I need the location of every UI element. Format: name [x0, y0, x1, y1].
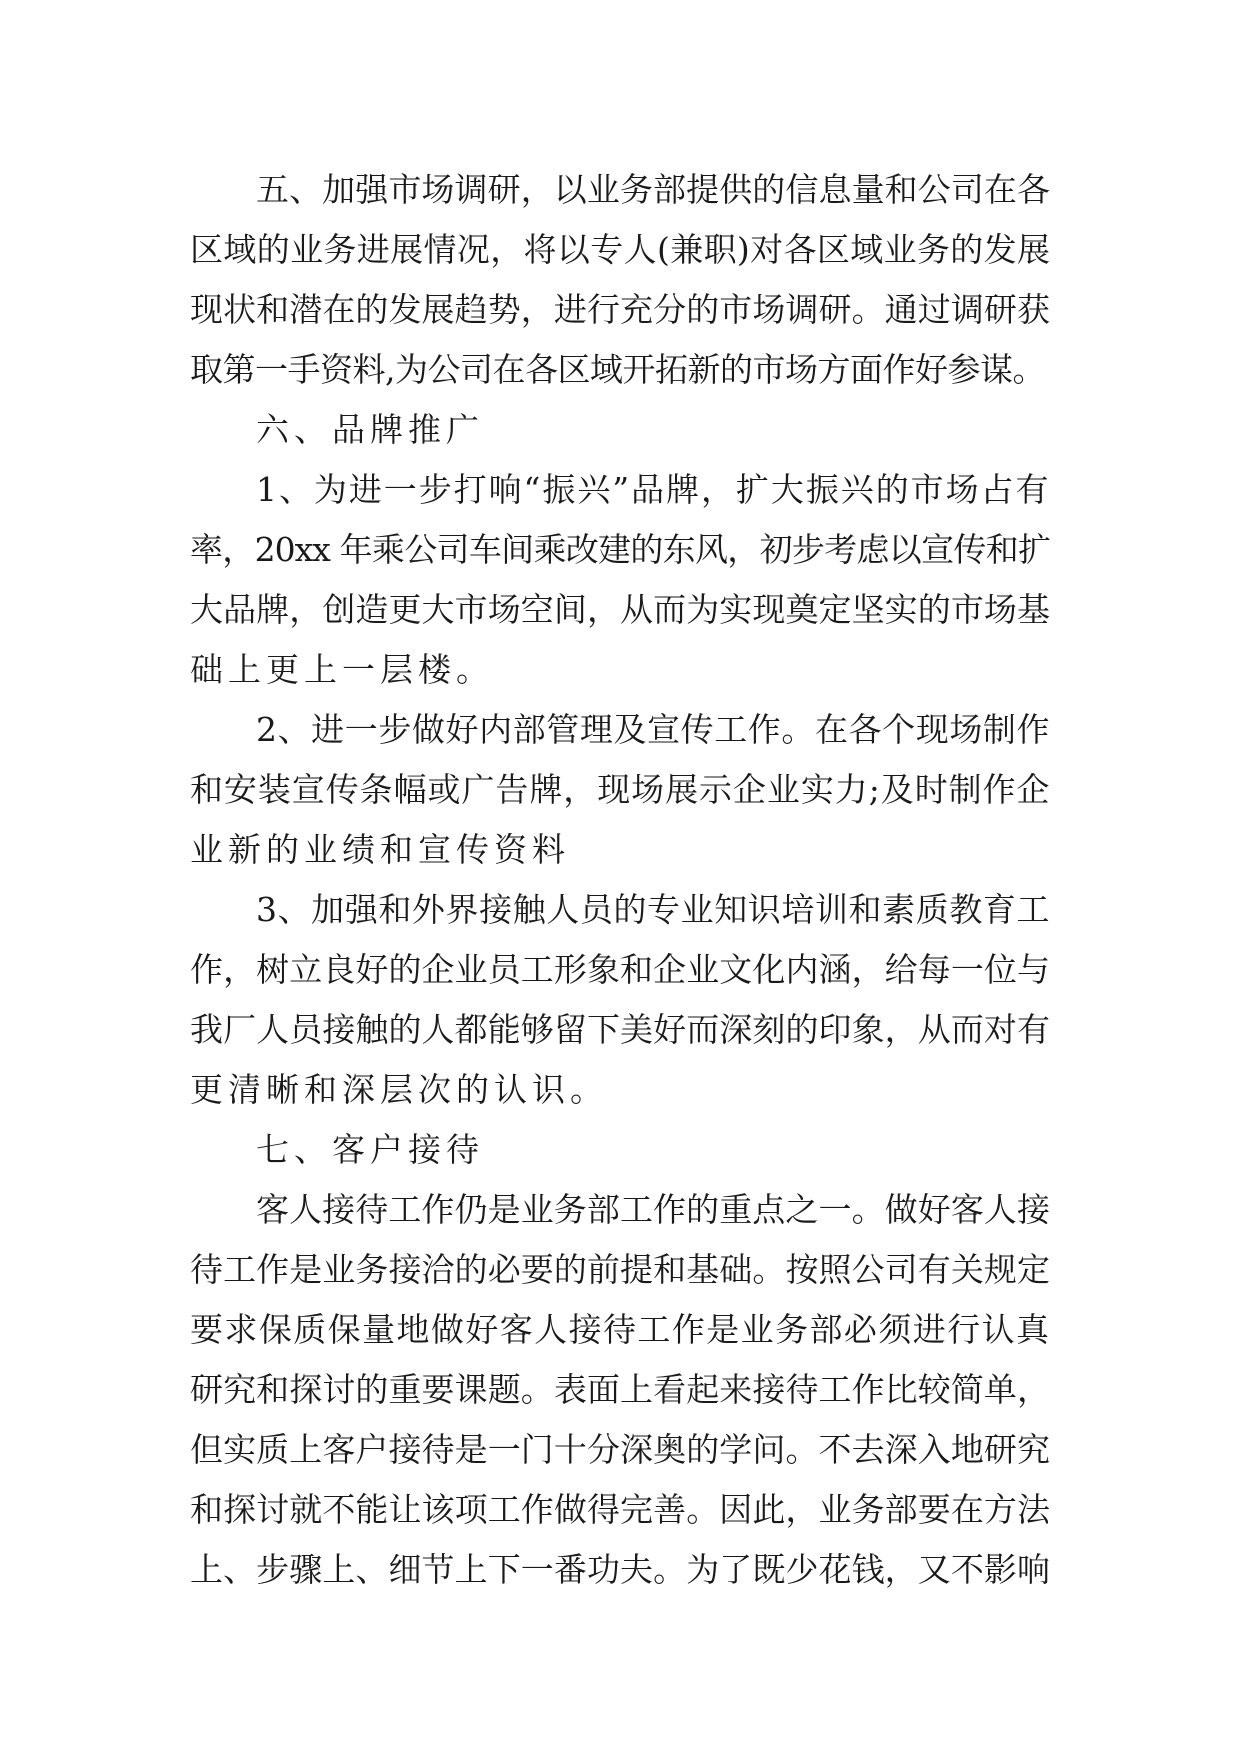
text-line: 上、步骤上、细节上下一番功夫。为了既少花钱，又不影响	[190, 1550, 1050, 1589]
text-line: 3、加强和外界接触人员的专业知识培训和素质教育工	[256, 890, 1050, 929]
text-line: 作，树立良好的企业员工形象和企业文化内涵，给每一位与	[190, 950, 1050, 989]
text-line: 区域的业务进展情况，将以专人(兼职)对各区域业务的发展	[190, 230, 1050, 269]
text-line: 客人接待工作仍是业务部工作的重点之一。做好客人接	[256, 1190, 1050, 1229]
text-line: 现状和潜在的发展趋势，进行充分的市场调研。通过调研获	[190, 290, 1050, 329]
text-line: 取第一手资料,为公司在各区域开拓新的市场方面作好参谋。	[190, 350, 1045, 389]
text-line: 六、品牌推广	[256, 410, 484, 449]
text-line: 五、加强市场调研，以业务部提供的信息量和公司在各	[256, 170, 1050, 209]
text-line: 和安装宣传条幅或广告牌，现场展示企业实力;及时制作企	[190, 770, 1050, 809]
text-line: 大品牌，创造更大市场空间，从而为实现奠定坚实的市场基	[190, 590, 1050, 629]
text-line: 更清晰和深层次的认识。	[190, 1070, 608, 1109]
text-line: 础上更上一层楼。	[190, 650, 494, 689]
text-line: 七、客户接待	[256, 1130, 484, 1169]
text-line: 研究和探讨的重要课题。表面上看起来接待工作比较简单，	[190, 1370, 1050, 1409]
text-line: 我厂人员接触的人都能够留下美好而深刻的印象，从而对有	[190, 1010, 1050, 1049]
text-line: 1、为进一步打响“振兴”品牌，扩大振兴的市场占有	[256, 470, 1050, 509]
text-line: 2、进一步做好内部管理及宣传工作。在各个现场制作	[256, 710, 1050, 749]
text-line: 待工作是业务接洽的必要的前提和基础。按照公司有关规定	[190, 1250, 1050, 1289]
text-line: 和探讨就不能让该项工作做得完善。因此，业务部要在方法	[190, 1490, 1050, 1529]
text-line: 率，20xx 年乘公司车间乘改建的东风，初步考虑以宣传和扩	[190, 530, 1050, 569]
document-body	[190, 160, 1050, 1600]
text-line: 要求保质保量地做好客人接待工作是业务部必须进行认真	[190, 1310, 1050, 1349]
text-line: 业新的业绩和宣传资料	[190, 830, 570, 869]
text-line: 但实质上客户接待是一门十分深奥的学问。不去深入地研究	[190, 1430, 1050, 1469]
